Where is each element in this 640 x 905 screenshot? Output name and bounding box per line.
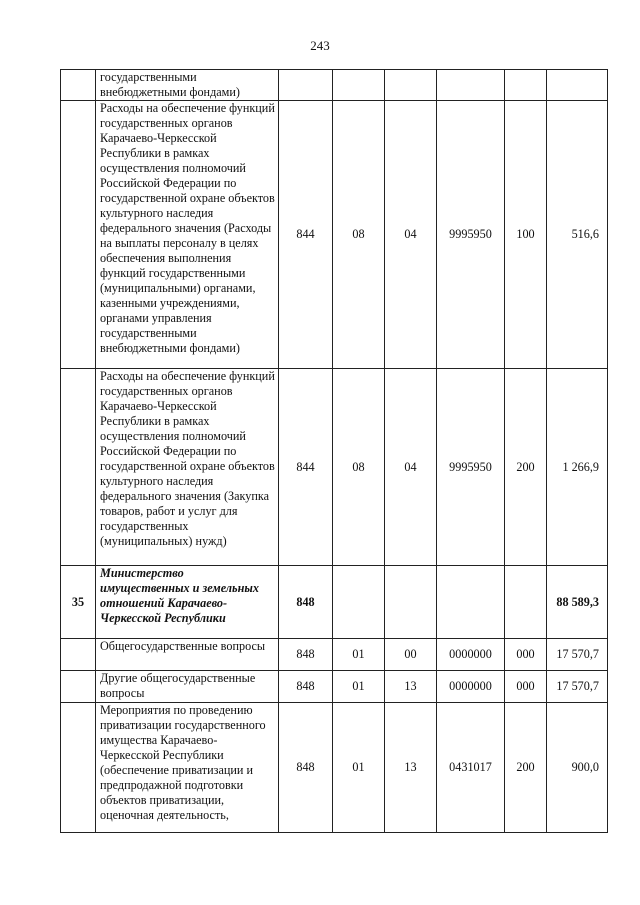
- ministry-code-cell: [279, 70, 333, 101]
- section-code-cell: 08: [333, 369, 385, 566]
- ministry-code-cell: 848: [279, 566, 333, 639]
- amount-cell: 900,0: [547, 703, 608, 833]
- amount-cell: 88 589,3: [547, 566, 608, 639]
- expense-type-cell: 100: [505, 101, 547, 369]
- amount-cell: 17 570,7: [547, 639, 608, 671]
- expense-name-cell: Мероприятия по проведению приватизации государственного имущества Карачаево-Черкесской Республики (обеспечение приватизации и предпродажной подготовки объектов приватизации, оценочная деятельность,: [96, 703, 279, 833]
- table-row: [61, 639, 608, 671]
- expense-type-cell: 200: [505, 703, 547, 833]
- table-row: [61, 70, 608, 101]
- expense-type-cell: [505, 70, 547, 101]
- row-number-cell: [61, 369, 96, 566]
- subsection-code-cell: [385, 70, 437, 101]
- budget-table: [60, 69, 608, 833]
- table-row: [61, 671, 608, 703]
- target-article-cell: 0431017: [437, 703, 505, 833]
- subsection-code-cell: 04: [385, 101, 437, 369]
- row-number-cell: [61, 639, 96, 671]
- amount-cell: 516,6: [547, 101, 608, 369]
- expense-name-cell: Расходы на обеспечение функций государственных органов Карачаево-Черкесской Республики в рамках осуществления полномочий Российской Федерации по государственной охране объектов культурного наследия федерального значения (Расходы на выплаты персоналу в целях обеспечения выполнения функций государственными (муниципальными) органами, казенными учреждениями, органами управления государственными внебюджетными фондами): [96, 101, 279, 369]
- ministry-code-cell: 848: [279, 703, 333, 833]
- expense-name-cell: Расходы на обеспечение функций государственных органов Карачаево-Черкесской Республики в рамках осуществления полномочий Российской Федерации по государственной охране объектов культурного наследия федерального значения (Закупка товаров, работ и услуг для государственных (муниципальных) нужд): [96, 369, 279, 566]
- row-number-cell: [61, 703, 96, 833]
- amount-cell: 17 570,7: [547, 671, 608, 703]
- expense-type-cell: 000: [505, 639, 547, 671]
- table-row: [61, 703, 608, 833]
- section-code-cell: 08: [333, 101, 385, 369]
- section-code-cell: 01: [333, 639, 385, 671]
- subsection-code-cell: [385, 566, 437, 639]
- expense-type-cell: [505, 566, 547, 639]
- ministry-code-cell: 848: [279, 639, 333, 671]
- expense-name-cell: государственными внебюджетными фондами): [96, 70, 279, 101]
- expense-name-cell: Общегосударственные вопросы: [96, 639, 279, 671]
- amount-cell: 1 266,9: [547, 369, 608, 566]
- row-number-cell: 35: [61, 566, 96, 639]
- row-number-cell: [61, 671, 96, 703]
- target-article-cell: 0000000: [437, 671, 505, 703]
- row-number-cell: [61, 70, 96, 101]
- target-article-cell: 0000000: [437, 639, 505, 671]
- section-code-cell: 01: [333, 703, 385, 833]
- expense-name-cell: Министерство имущественных и земельных отношений Карачаево-Черкесской Республики: [96, 566, 279, 639]
- subsection-code-cell: 04: [385, 369, 437, 566]
- amount-cell: [547, 70, 608, 101]
- page-number: 243: [310, 38, 330, 53]
- section-code-cell: [333, 70, 385, 101]
- subsection-code-cell: 13: [385, 703, 437, 833]
- ministry-code-cell: 844: [279, 101, 333, 369]
- target-article-cell: [437, 566, 505, 639]
- ministry-code-cell: 844: [279, 369, 333, 566]
- subsection-code-cell: 13: [385, 671, 437, 703]
- expense-type-cell: 000: [505, 671, 547, 703]
- table-row: [61, 101, 608, 369]
- table-row: [61, 369, 608, 566]
- section-code-cell: 01: [333, 671, 385, 703]
- expense-name-cell: Другие общегосударственные вопросы: [96, 671, 279, 703]
- target-article-cell: 9995950: [437, 369, 505, 566]
- budget-table-body: [61, 70, 608, 833]
- table-row: [61, 566, 608, 639]
- expense-type-cell: 200: [505, 369, 547, 566]
- row-number-cell: [61, 101, 96, 369]
- target-article-cell: 9995950: [437, 101, 505, 369]
- subsection-code-cell: 00: [385, 639, 437, 671]
- target-article-cell: [437, 70, 505, 101]
- ministry-code-cell: 848: [279, 671, 333, 703]
- section-code-cell: [333, 566, 385, 639]
